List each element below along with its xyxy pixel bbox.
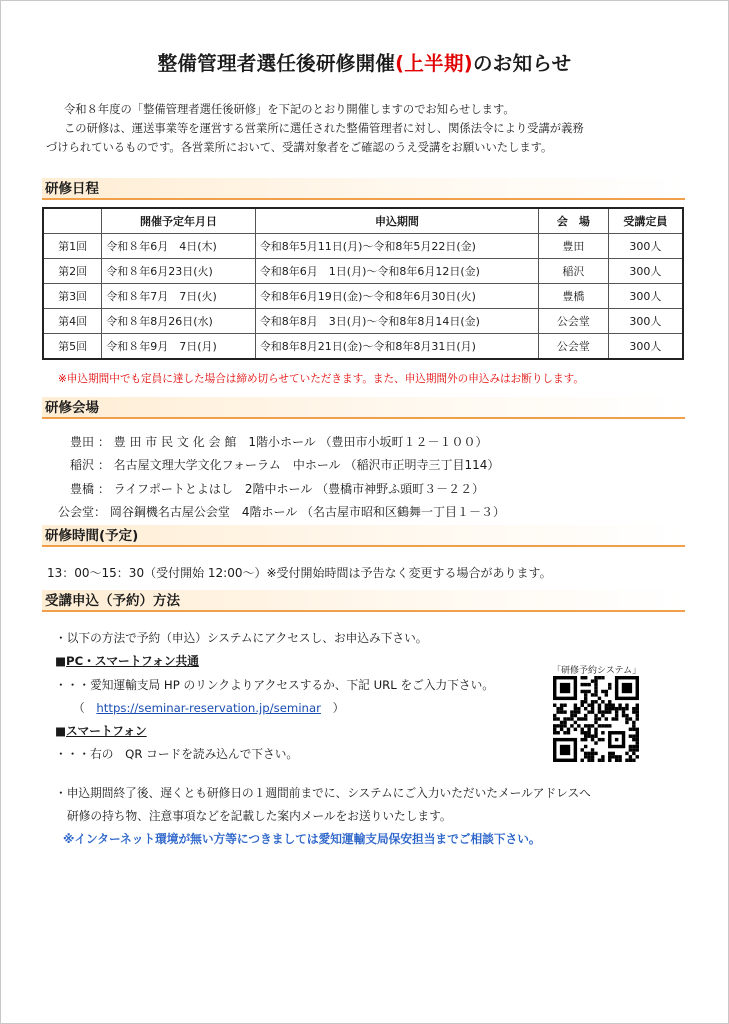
apply-section <box>55 627 591 852</box>
session-number: 第5回 <box>43 334 102 360</box>
list-item: 豊橋 ： ライフポートとよはし 2階中ホール （豊橋市神野ふ頭町３－２２） <box>53 478 505 501</box>
table-row <box>43 259 683 284</box>
column-header: 会 場 <box>539 208 609 234</box>
session-capacity: 300人 <box>608 284 683 309</box>
venue-detail: 岡谷鋼機名古屋公会堂 4階ホール （名古屋市昭和区鶴舞一丁目１－３） <box>109 504 506 519</box>
mail-notice: 研修の持ち物、注意事項などを記載した案内メールをお送りいたします。 <box>67 809 452 824</box>
intro-line: づけられているものです。各営業所において、受講対象者をご確認のうえ受講をお願いいたします。 <box>46 141 553 154</box>
application-period: 令和8年6月 1日(月)～令和8年6月12日(金) <box>255 259 538 284</box>
spacer <box>55 767 591 782</box>
url-line: （ https://seminar-reservation.jp/seminar ） <box>73 700 345 715</box>
session-venue: 豊橋 <box>539 284 609 309</box>
session-capacity: 300人 <box>608 234 683 259</box>
intro-text <box>46 100 696 157</box>
column-header: 受講定員 <box>608 208 683 234</box>
page-title <box>0 48 729 76</box>
session-number: 第1回 <box>43 234 102 259</box>
intro-line: 令和８年度の「整備管理者選任後研修」を下記のとおり開催しますのでお知らせします。 <box>64 103 515 116</box>
application-period: 令和8年8月 3日(月)～令和8年8月14日(金) <box>255 309 538 334</box>
session-date: 令和８年9月 7日(月) <box>102 334 256 360</box>
title-main: 整備管理者選任後研修開催 <box>157 52 396 75</box>
session-capacity: 300人 <box>608 259 683 284</box>
list-item: 公会堂： 岡谷鋼機名古屋公会堂 4階ホール （名古屋市昭和区鶴舞一丁目１－３） <box>53 501 505 524</box>
session-date: 令和８年6月23日(火) <box>102 259 256 284</box>
reservation-url-link[interactable]: https://seminar-reservation.jp/seminar <box>96 700 321 715</box>
list-item: 豊田 ： 豊 田 市 民 文 化 会 館 1階小ホール （豊田市小坂町１２－１００） <box>53 431 505 454</box>
session-date: 令和８年8月26日(水) <box>102 309 256 334</box>
session-capacity: 300人 <box>608 334 683 360</box>
session-number: 第3回 <box>43 284 102 309</box>
contact-notice: ※インターネット環境が無い方等につきましては愛知運輸支局保安担当までご相談下さい。 <box>63 832 541 847</box>
smartphone-instruction: ・・・右の QR コードを読み込んで下さい。 <box>55 747 299 762</box>
intro-line: この研修は、運送事業等を運営する営業所に選任された整備管理者に対し、関係法令により受講が義務 <box>64 122 584 135</box>
mail-notice: ・申込期間終了後、遅くとも研修日の１週間前までに、システムにご入力いただいたメールアドレスへ <box>55 785 591 800</box>
session-date: 令和８年6月 4日(木) <box>102 234 256 259</box>
session-venue: 公会堂 <box>539 309 609 334</box>
session-venue: 公会堂 <box>539 334 609 360</box>
table-row <box>43 234 683 259</box>
session-number: 第4回 <box>43 309 102 334</box>
venue-detail: ライフポートとよはし 2階中ホール （豊橋市神野ふ頭町３－２２） <box>113 481 485 496</box>
column-header: 申込期間 <box>255 208 538 234</box>
list-item: 稲沢 ： 名古屋文理大学文化フォーラム 中ホール （稲沢市正明寺三丁目114） <box>53 454 505 477</box>
application-period: 令和8年5月11日(月)～令和8年5月22日(金) <box>255 234 538 259</box>
time-text: 13：00～15：30（受付開始 12:00～）※受付開始時間は予告なく変更する場合があります。 <box>47 566 552 580</box>
session-number: 第2回 <box>43 259 102 284</box>
section-heading-time: 研修時間(予定) <box>42 525 685 547</box>
venue-name: 豊橋 <box>69 481 94 496</box>
pc-heading-label: PC・スマートフォン共通 <box>66 654 199 669</box>
deadline-note: ※申込期間中でも定員に達した場合は締め切らせていただきます。また、申込期間外の申込みはお断りします。 <box>58 373 584 385</box>
session-capacity: 300人 <box>608 309 683 334</box>
venue-name: 豊田 <box>69 435 94 449</box>
qr-code-icon[interactable] <box>553 676 639 762</box>
table-row <box>43 309 683 334</box>
venue-name: 公会堂 <box>57 504 94 519</box>
schedule-header-row <box>43 208 683 234</box>
section-heading-venue: 研修会場 <box>42 397 685 419</box>
table-row <box>43 284 683 309</box>
application-period: 令和8年8月21日(金)～令和8年8月31日(月) <box>255 334 538 360</box>
smartphone-heading-label: スマートフォン <box>66 724 147 739</box>
venue-name: 稲沢 <box>69 458 94 473</box>
schedule-table <box>42 207 684 360</box>
session-date: 令和８年7月 7日(火) <box>102 284 256 309</box>
pc-heading: ■PC・スマートフォン共通 <box>55 654 199 669</box>
session-venue: 稲沢 <box>539 259 609 284</box>
venue-detail: 名古屋文理大学文化フォーラム 中ホール （稲沢市正明寺三丁目114） <box>113 458 500 473</box>
qr-caption: 「研修予約システム」 <box>552 666 642 676</box>
pc-instruction: ・・・愛知運輸支局 HP のリンクよりアクセスするか、下記 URL をご入力下さい。 <box>55 677 494 692</box>
title-suffix: のお知らせ <box>473 52 572 75</box>
section-heading-schedule: 研修日程 <box>42 178 685 200</box>
venue-detail: 豊 田 市 民 文 化 会 館 1階小ホール （豊田市小坂町１２－１００） <box>113 435 488 449</box>
column-header <box>43 208 102 234</box>
table-row <box>43 334 683 360</box>
title-highlight: (上半期) <box>395 52 473 75</box>
section-heading-apply: 受講申込（予約）方法 <box>42 590 685 612</box>
session-venue: 豊田 <box>539 234 609 259</box>
application-period: 令和8年6月19日(金)～令和8年6月30日(火) <box>255 284 538 309</box>
smartphone-heading: ■スマートフォン <box>55 724 147 739</box>
venue-list <box>53 431 505 524</box>
column-header: 開催予定年月日 <box>102 208 256 234</box>
apply-instruction: ・以下の方法で予約（申込）システムにアクセスし、お申込み下さい。 <box>55 631 428 645</box>
